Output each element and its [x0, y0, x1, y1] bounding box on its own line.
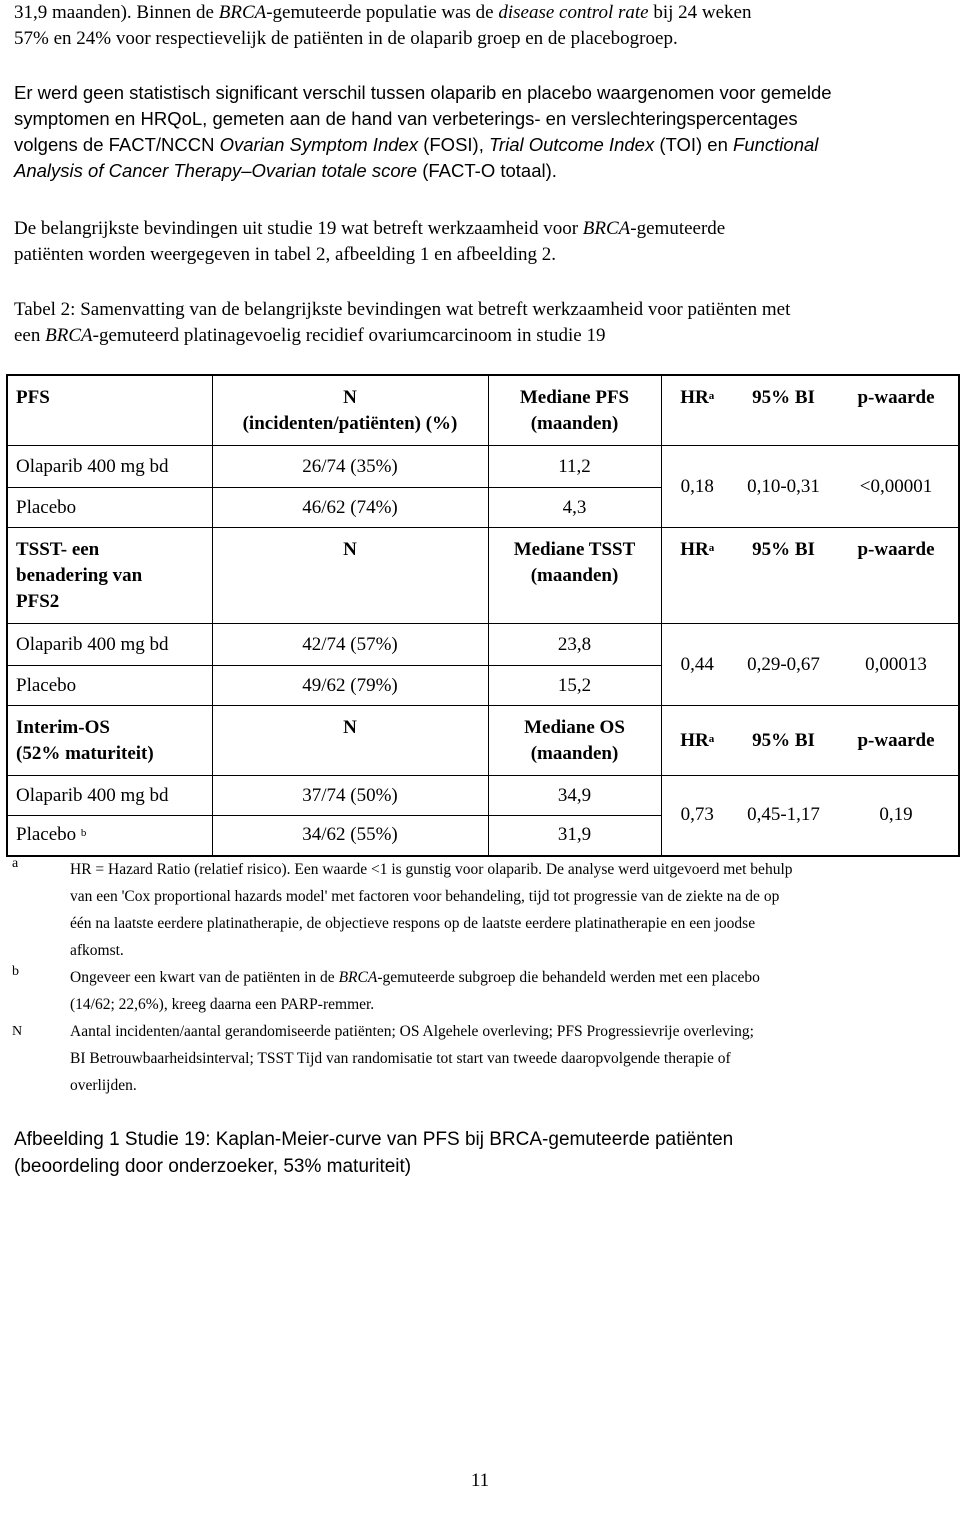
page-number: 11: [470, 1470, 490, 1491]
footnote-line: overlijden.: [70, 1077, 137, 1094]
row-median: 15,2: [488, 666, 661, 706]
efficacy-table: [6, 374, 960, 857]
pfs-header-ci: 95% BI: [752, 387, 815, 408]
os-ci-value: 0,45-1,17: [747, 804, 820, 826]
row-n: 42/74 (57%): [212, 624, 488, 666]
hrqol-paragraph: [14, 80, 946, 184]
footnote-line: afkomst.: [70, 942, 124, 959]
hrqol-line-3: volgens de FACT/NCCN Ovarian Symptom Index (FOSI), Trial Outcome Index (TOI) en Functional: [14, 134, 819, 155]
pfs-row-olaparib: [7, 446, 959, 488]
tsst-header-ci: 95% BI: [752, 539, 815, 560]
hrqol-line-4: Analysis of Cancer Therapy–Ovarian totale score (FACT-O totaal).: [14, 160, 557, 181]
row-n: 37/74 (50%): [212, 776, 488, 816]
row-label: Placebo: [7, 488, 212, 528]
os-header-row: [7, 706, 959, 776]
findings-line-2: patiënten worden weergegeven in tabel 2, afbeelding 1 en afbeelding 2.: [14, 244, 556, 265]
table-title-line-2: een BRCA-gemuteerd platinagevoelig recidief ovariumcarcinoom in studie 19: [14, 325, 606, 346]
tsst-header-n: N: [212, 528, 488, 624]
intro-paragraph: [14, 0, 946, 52]
footnote-line: HR = Hazard Ratio (relatief risico). Een waarde <1 is gunstig voor olaparib. De analyse werd uitgevoerd met behulp: [70, 861, 793, 878]
footnote-marker: N: [12, 1024, 23, 1039]
footnote-line: BI Betrouwbaarheidsinterval; TSST Tijd van randomisatie tot start van tweede daaropvolgende therapie of: [70, 1050, 731, 1067]
findings-line-1: De belangrijkste bevindingen uit studie 19 wat betreft werkzaamheid voor BRCA-gemuteerde: [14, 218, 726, 239]
hrqol-line-2: symptomen en HRQoL, gemeten aan de hand van verbeterings- en verslechteringspercentages: [14, 108, 798, 129]
table-title: [14, 297, 946, 349]
row-median: 23,8: [488, 624, 661, 666]
pfs-pvalue: <0,00001: [834, 446, 959, 528]
figure-caption: [14, 1126, 944, 1180]
findings-paragraph: [14, 216, 946, 268]
footnote-marker: b: [12, 964, 19, 979]
row-n: 26/74 (35%): [212, 446, 488, 488]
row-label: Olaparib 400 mg bd: [7, 624, 212, 666]
pfs-header-hr: $HR^a$: [680, 387, 715, 408]
row-label: Placebo: [7, 666, 212, 706]
table-title-line-1: Tabel 2: Samenvatting van de belangrijkste bevindingen wat betreft werkzaamheid voor patiënten met: [14, 299, 791, 320]
intro-line-2: 57% en 24% voor respectievelijk de patiënten in de olaparib groep en de placebogroep.: [14, 28, 678, 49]
tsst-pvalue: 0,00013: [834, 624, 959, 706]
pfs-hr-value: 0,18: [661, 446, 733, 528]
pfs-header-row: [7, 375, 959, 446]
pfs-ci-value: 0,10-0,31: [733, 446, 834, 528]
os-header-pvalue: p-waarde: [857, 730, 935, 751]
row-label: Placebo $^b$: [7, 816, 212, 856]
table-footnotes: [14, 856, 944, 1099]
os-row-olaparib: [7, 776, 959, 816]
tsst-header-row: [7, 528, 959, 624]
footnote-a: [14, 856, 944, 964]
row-label: Olaparib 400 mg bd: [7, 776, 212, 816]
tsst-header-label: TSST- een benadering van PFS2: [7, 528, 212, 624]
os-header-median: Mediane OS (maanden): [488, 706, 661, 776]
os-header-n: N: [212, 706, 488, 776]
tsst-header-median: Mediane TSST (maanden): [488, 528, 661, 624]
tsst-header-hr: $HR^a$: [680, 539, 715, 560]
row-label: Olaparib 400 mg bd: [7, 446, 212, 488]
pfs-header-median: Mediane PFS (maanden): [488, 375, 661, 446]
row-median: 31,9: [488, 816, 661, 856]
footnote-line: één na laatste eerdere platinatherapie, de objectieve respons op de laatste eerdere platinatherapie en een joodse: [70, 915, 756, 932]
row-n: 34/62 (55%): [212, 816, 488, 856]
caption-line-2: (beoordeling door onderzoeker, 53% maturiteit): [14, 1156, 412, 1177]
pfs-header-label: PFS: [7, 375, 212, 446]
footnote-line: van een 'Cox proportional hazards model' met factoren voor behandeling, tijd tot progressie van de ziekte na de op: [70, 888, 780, 905]
footnote-line: Aantal incidenten/aantal gerandomiseerde patiënten; OS Algehele overleving; PFS Progressievrije overleving;: [70, 1023, 754, 1040]
os-header-hr: $HR^a$: [680, 730, 715, 751]
row-n: 49/62 (79%): [212, 666, 488, 706]
os-header-ci: 95% BI: [752, 730, 815, 751]
row-median: 11,2: [488, 446, 661, 488]
os-header-label: Interim-OS (52% maturiteit): [7, 706, 212, 776]
pfs-header-n: N (incidenten/patiënten) (%): [212, 375, 488, 446]
footnote-marker: a: [12, 856, 19, 871]
footnote-n: [14, 1018, 944, 1099]
pfs-header-pvalue: p-waarde: [857, 387, 935, 408]
row-median: 34,9: [488, 776, 661, 816]
caption-line-1: Afbeelding 1 Studie 19: Kaplan-Meier-curve van PFS bij BRCA-gemuteerde patiënten: [14, 1129, 734, 1150]
intro-line-1: 31,9 maanden). Binnen de BRCA-gemuteerde populatie was de disease control rate bij 24 weken: [14, 2, 752, 23]
row-n: 46/62 (74%): [212, 488, 488, 528]
tsst-ci-value: 0,29-0,67: [733, 624, 834, 706]
os-pvalue: 0,19: [879, 804, 913, 826]
row-median: 4,3: [488, 488, 661, 528]
os-hr-value: 0,73: [680, 804, 714, 826]
hrqol-line-1: Er werd geen statistisch significant verschil tussen olaparib en placebo waargenomen voor gemelde: [14, 82, 832, 103]
footnote-line: (14/62; 22,6%), kreeg daarna een PARP-remmer.: [70, 996, 375, 1013]
footnote-b: [14, 964, 944, 1018]
tsst-header-pvalue: p-waarde: [857, 539, 935, 560]
tsst-hr-value: 0,44: [661, 624, 733, 706]
footnote-line: Ongeveer een kwart van de patiënten in de BRCA-gemuteerde subgroep die behandeld werden met een placebo: [70, 969, 760, 986]
tsst-row-olaparib: [7, 624, 959, 666]
